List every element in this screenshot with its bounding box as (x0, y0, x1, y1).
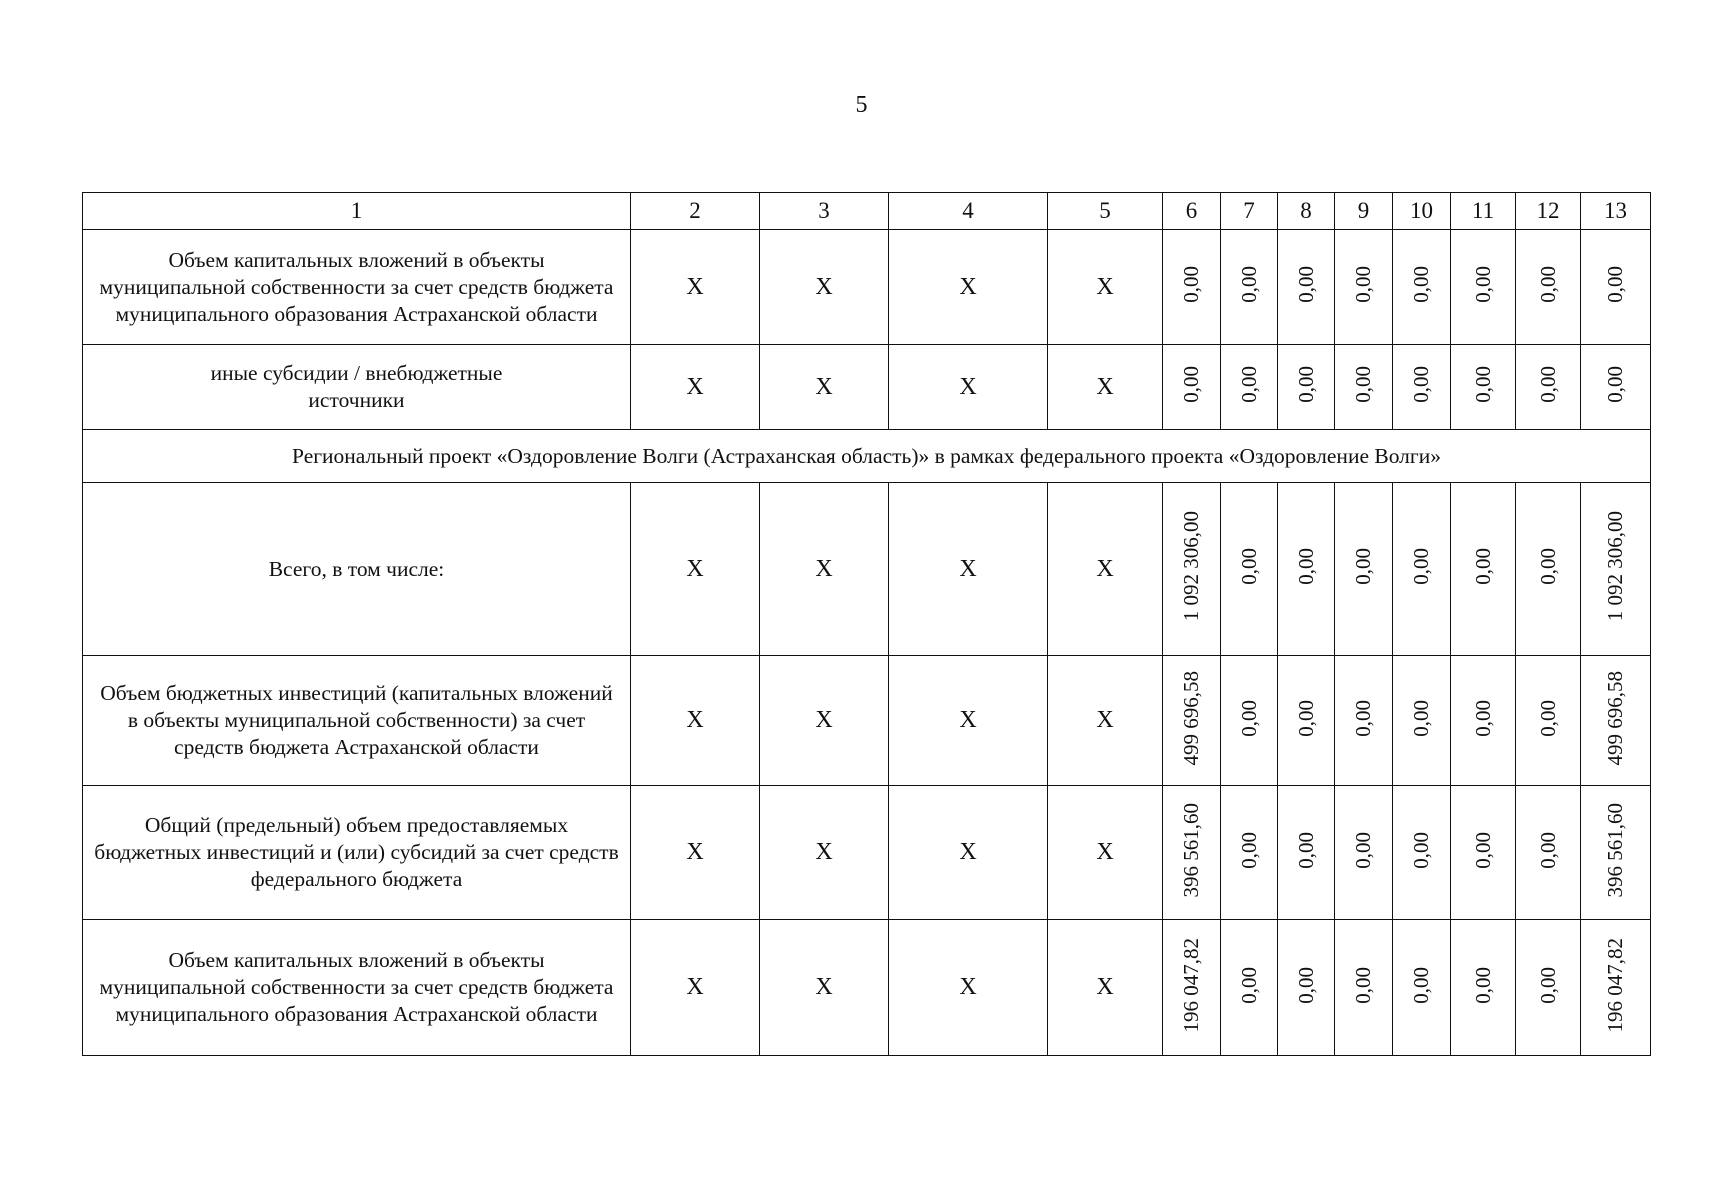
amount-value: 0,00 (1351, 966, 1375, 1004)
amount-cell (1278, 656, 1335, 786)
amount-cell (1581, 786, 1651, 920)
amount-value: 499 696,58 (1603, 670, 1627, 766)
amount-value: 0,00 (1236, 966, 1261, 1004)
section-title: Региональный проект «Оздоровление Волги (Астраханская область)» в рамках федерального проекта «Оздоровление Волги» (83, 430, 1651, 483)
row-label: Общий (предельный) объем предоставляемых бюджетных инвестиций и (или) субсидий за счет средств федерального бюджета (83, 786, 631, 920)
amount-cell (1516, 656, 1581, 786)
amount-value: 0,00 (1293, 548, 1318, 585)
amount-cell (1516, 345, 1581, 430)
amount-cell (1516, 230, 1581, 345)
amount-value: 499 696,58 (1179, 670, 1203, 766)
amount-value: 0,00 (1470, 548, 1495, 585)
amount-value: 0,00 (1351, 699, 1375, 737)
section-row (83, 430, 1651, 483)
amount-cell (1335, 786, 1393, 920)
amount-value: 0,00 (1409, 831, 1433, 869)
row-label: Всего, в том числе: (83, 483, 631, 656)
amount-value: 0,00 (1535, 266, 1560, 303)
amount-value: 0,00 (1293, 366, 1318, 403)
table-row (83, 920, 1651, 1056)
amount-value: 0,00 (1293, 966, 1318, 1004)
column-header: 4 (889, 193, 1048, 230)
column-header: 11 (1451, 193, 1516, 230)
amount-cell (1335, 345, 1393, 430)
not-applicable-mark: Х (1048, 345, 1163, 430)
amount-value: 0,00 (1603, 266, 1627, 303)
table-row (83, 656, 1651, 786)
header-row (83, 193, 1651, 230)
amount-value: 0,00 (1535, 548, 1560, 585)
amount-value: 0,00 (1293, 831, 1318, 869)
not-applicable-mark: Х (889, 786, 1048, 920)
amount-value: 0,00 (1409, 548, 1433, 585)
amount-cell (1335, 920, 1393, 1056)
column-header: 9 (1335, 193, 1393, 230)
not-applicable-mark: Х (889, 920, 1048, 1056)
amount-cell (1278, 230, 1335, 345)
amount-cell (1335, 483, 1393, 656)
not-applicable-mark: Х (760, 345, 889, 430)
amount-cell (1451, 920, 1516, 1056)
column-header: 3 (760, 193, 889, 230)
amount-cell (1451, 345, 1516, 430)
amount-value: 0,00 (1535, 699, 1560, 737)
not-applicable-mark: Х (631, 230, 760, 345)
column-header: 6 (1163, 193, 1221, 230)
budget-table (82, 192, 1651, 1056)
amount-cell (1393, 786, 1451, 920)
not-applicable-mark: Х (631, 483, 760, 656)
amount-cell (1221, 345, 1278, 430)
amount-value: 0,00 (1535, 366, 1560, 403)
amount-cell (1451, 230, 1516, 345)
not-applicable-mark: Х (1048, 786, 1163, 920)
amount-cell (1221, 920, 1278, 1056)
amount-value: 196 047,82 (1179, 937, 1203, 1033)
amount-value: 0,00 (1470, 366, 1495, 403)
amount-cell (1581, 483, 1651, 656)
amount-cell (1278, 483, 1335, 656)
amount-cell (1163, 786, 1221, 920)
amount-value: 0,00 (1470, 699, 1495, 737)
row-label: иные субсидии / внебюджетные источники (83, 345, 631, 430)
amount-cell (1451, 483, 1516, 656)
amount-value: 1 092 306,00 (1603, 511, 1627, 622)
amount-value: 396 561,60 (1603, 802, 1627, 898)
amount-value: 0,00 (1236, 699, 1261, 737)
amount-cell (1221, 483, 1278, 656)
amount-value: 0,00 (1236, 366, 1261, 403)
column-header: 12 (1516, 193, 1581, 230)
amount-value: 0,00 (1409, 266, 1433, 303)
amount-cell (1163, 920, 1221, 1056)
not-applicable-mark: Х (889, 656, 1048, 786)
amount-cell (1278, 786, 1335, 920)
amount-value: 0,00 (1351, 266, 1375, 303)
not-applicable-mark: Х (760, 920, 889, 1056)
row-label: Объем капитальных вложений в объекты муниципальной собственности за счет средств бюджета муниципального образования Астраханской области (83, 230, 631, 345)
not-applicable-mark: Х (631, 920, 760, 1056)
amount-cell (1335, 656, 1393, 786)
not-applicable-mark: Х (631, 786, 760, 920)
amount-cell (1393, 345, 1451, 430)
amount-cell (1163, 656, 1221, 786)
amount-cell (1581, 656, 1651, 786)
amount-value: 0,00 (1236, 266, 1261, 303)
not-applicable-mark: Х (760, 483, 889, 656)
amount-cell (1163, 483, 1221, 656)
amount-cell (1516, 786, 1581, 920)
not-applicable-mark: Х (1048, 656, 1163, 786)
amount-value: 0,00 (1351, 831, 1375, 869)
amount-value: 0,00 (1236, 831, 1261, 869)
amount-value: 0,00 (1470, 266, 1495, 303)
column-header: 5 (1048, 193, 1163, 230)
not-applicable-mark: Х (631, 345, 760, 430)
amount-value: 0,00 (1351, 548, 1375, 585)
amount-value: 0,00 (1535, 966, 1560, 1004)
page-number: 5 (855, 92, 868, 118)
table-row (83, 230, 1651, 345)
not-applicable-mark: Х (889, 230, 1048, 345)
amount-value: 0,00 (1409, 966, 1433, 1004)
amount-cell (1335, 230, 1393, 345)
amount-value: 0,00 (1470, 831, 1495, 869)
amount-value: 396 561,60 (1179, 802, 1203, 898)
amount-cell (1393, 230, 1451, 345)
column-header: 2 (631, 193, 760, 230)
amount-value: 0,00 (1470, 966, 1495, 1004)
amount-value: 0,00 (1236, 548, 1261, 585)
amount-cell (1393, 483, 1451, 656)
amount-cell (1393, 920, 1451, 1056)
amount-value: 0,00 (1179, 266, 1203, 303)
amount-cell (1163, 230, 1221, 345)
row-label: Объем капитальных вложений в объекты муниципальной собственности за счет средств бюджета муниципального образования Астраханской области (83, 920, 631, 1056)
table-row (83, 345, 1651, 430)
amount-cell (1516, 483, 1581, 656)
amount-value: 0,00 (1351, 366, 1375, 403)
not-applicable-mark: Х (760, 230, 889, 345)
amount-value: 1 092 306,00 (1179, 511, 1203, 622)
amount-cell (1278, 345, 1335, 430)
amount-value: 0,00 (1179, 366, 1203, 403)
not-applicable-mark: Х (760, 786, 889, 920)
amount-cell (1221, 786, 1278, 920)
amount-value: 196 047,82 (1603, 937, 1627, 1033)
amount-cell (1581, 920, 1651, 1056)
amount-cell (1393, 656, 1451, 786)
not-applicable-mark: Х (889, 345, 1048, 430)
row-label: Объем бюджетных инвестиций (капитальных вложений в объекты муниципальной собственности) за счет средств бюджета Астраханской области (83, 656, 631, 786)
column-header: 8 (1278, 193, 1335, 230)
amount-cell (1451, 656, 1516, 786)
table-row (83, 786, 1651, 920)
amount-value: 0,00 (1293, 699, 1318, 737)
amount-cell (1581, 345, 1651, 430)
not-applicable-mark: Х (760, 656, 889, 786)
amount-value: 0,00 (1293, 266, 1318, 303)
amount-value: 0,00 (1409, 699, 1433, 737)
amount-cell (1278, 920, 1335, 1056)
column-header: 7 (1221, 193, 1278, 230)
amount-cell (1581, 230, 1651, 345)
amount-cell (1163, 345, 1221, 430)
not-applicable-mark: Х (1048, 483, 1163, 656)
not-applicable-mark: Х (889, 483, 1048, 656)
amount-cell (1451, 786, 1516, 920)
column-header: 1 (83, 193, 631, 230)
amount-value: 0,00 (1603, 366, 1627, 403)
table-row (83, 483, 1651, 656)
not-applicable-mark: Х (1048, 920, 1163, 1056)
column-header: 13 (1581, 193, 1651, 230)
amount-value: 0,00 (1535, 831, 1560, 869)
amount-cell (1221, 656, 1278, 786)
amount-cell (1516, 920, 1581, 1056)
amount-value: 0,00 (1409, 366, 1433, 403)
not-applicable-mark: Х (631, 656, 760, 786)
amount-cell (1221, 230, 1278, 345)
not-applicable-mark: Х (1048, 230, 1163, 345)
column-header: 10 (1393, 193, 1451, 230)
